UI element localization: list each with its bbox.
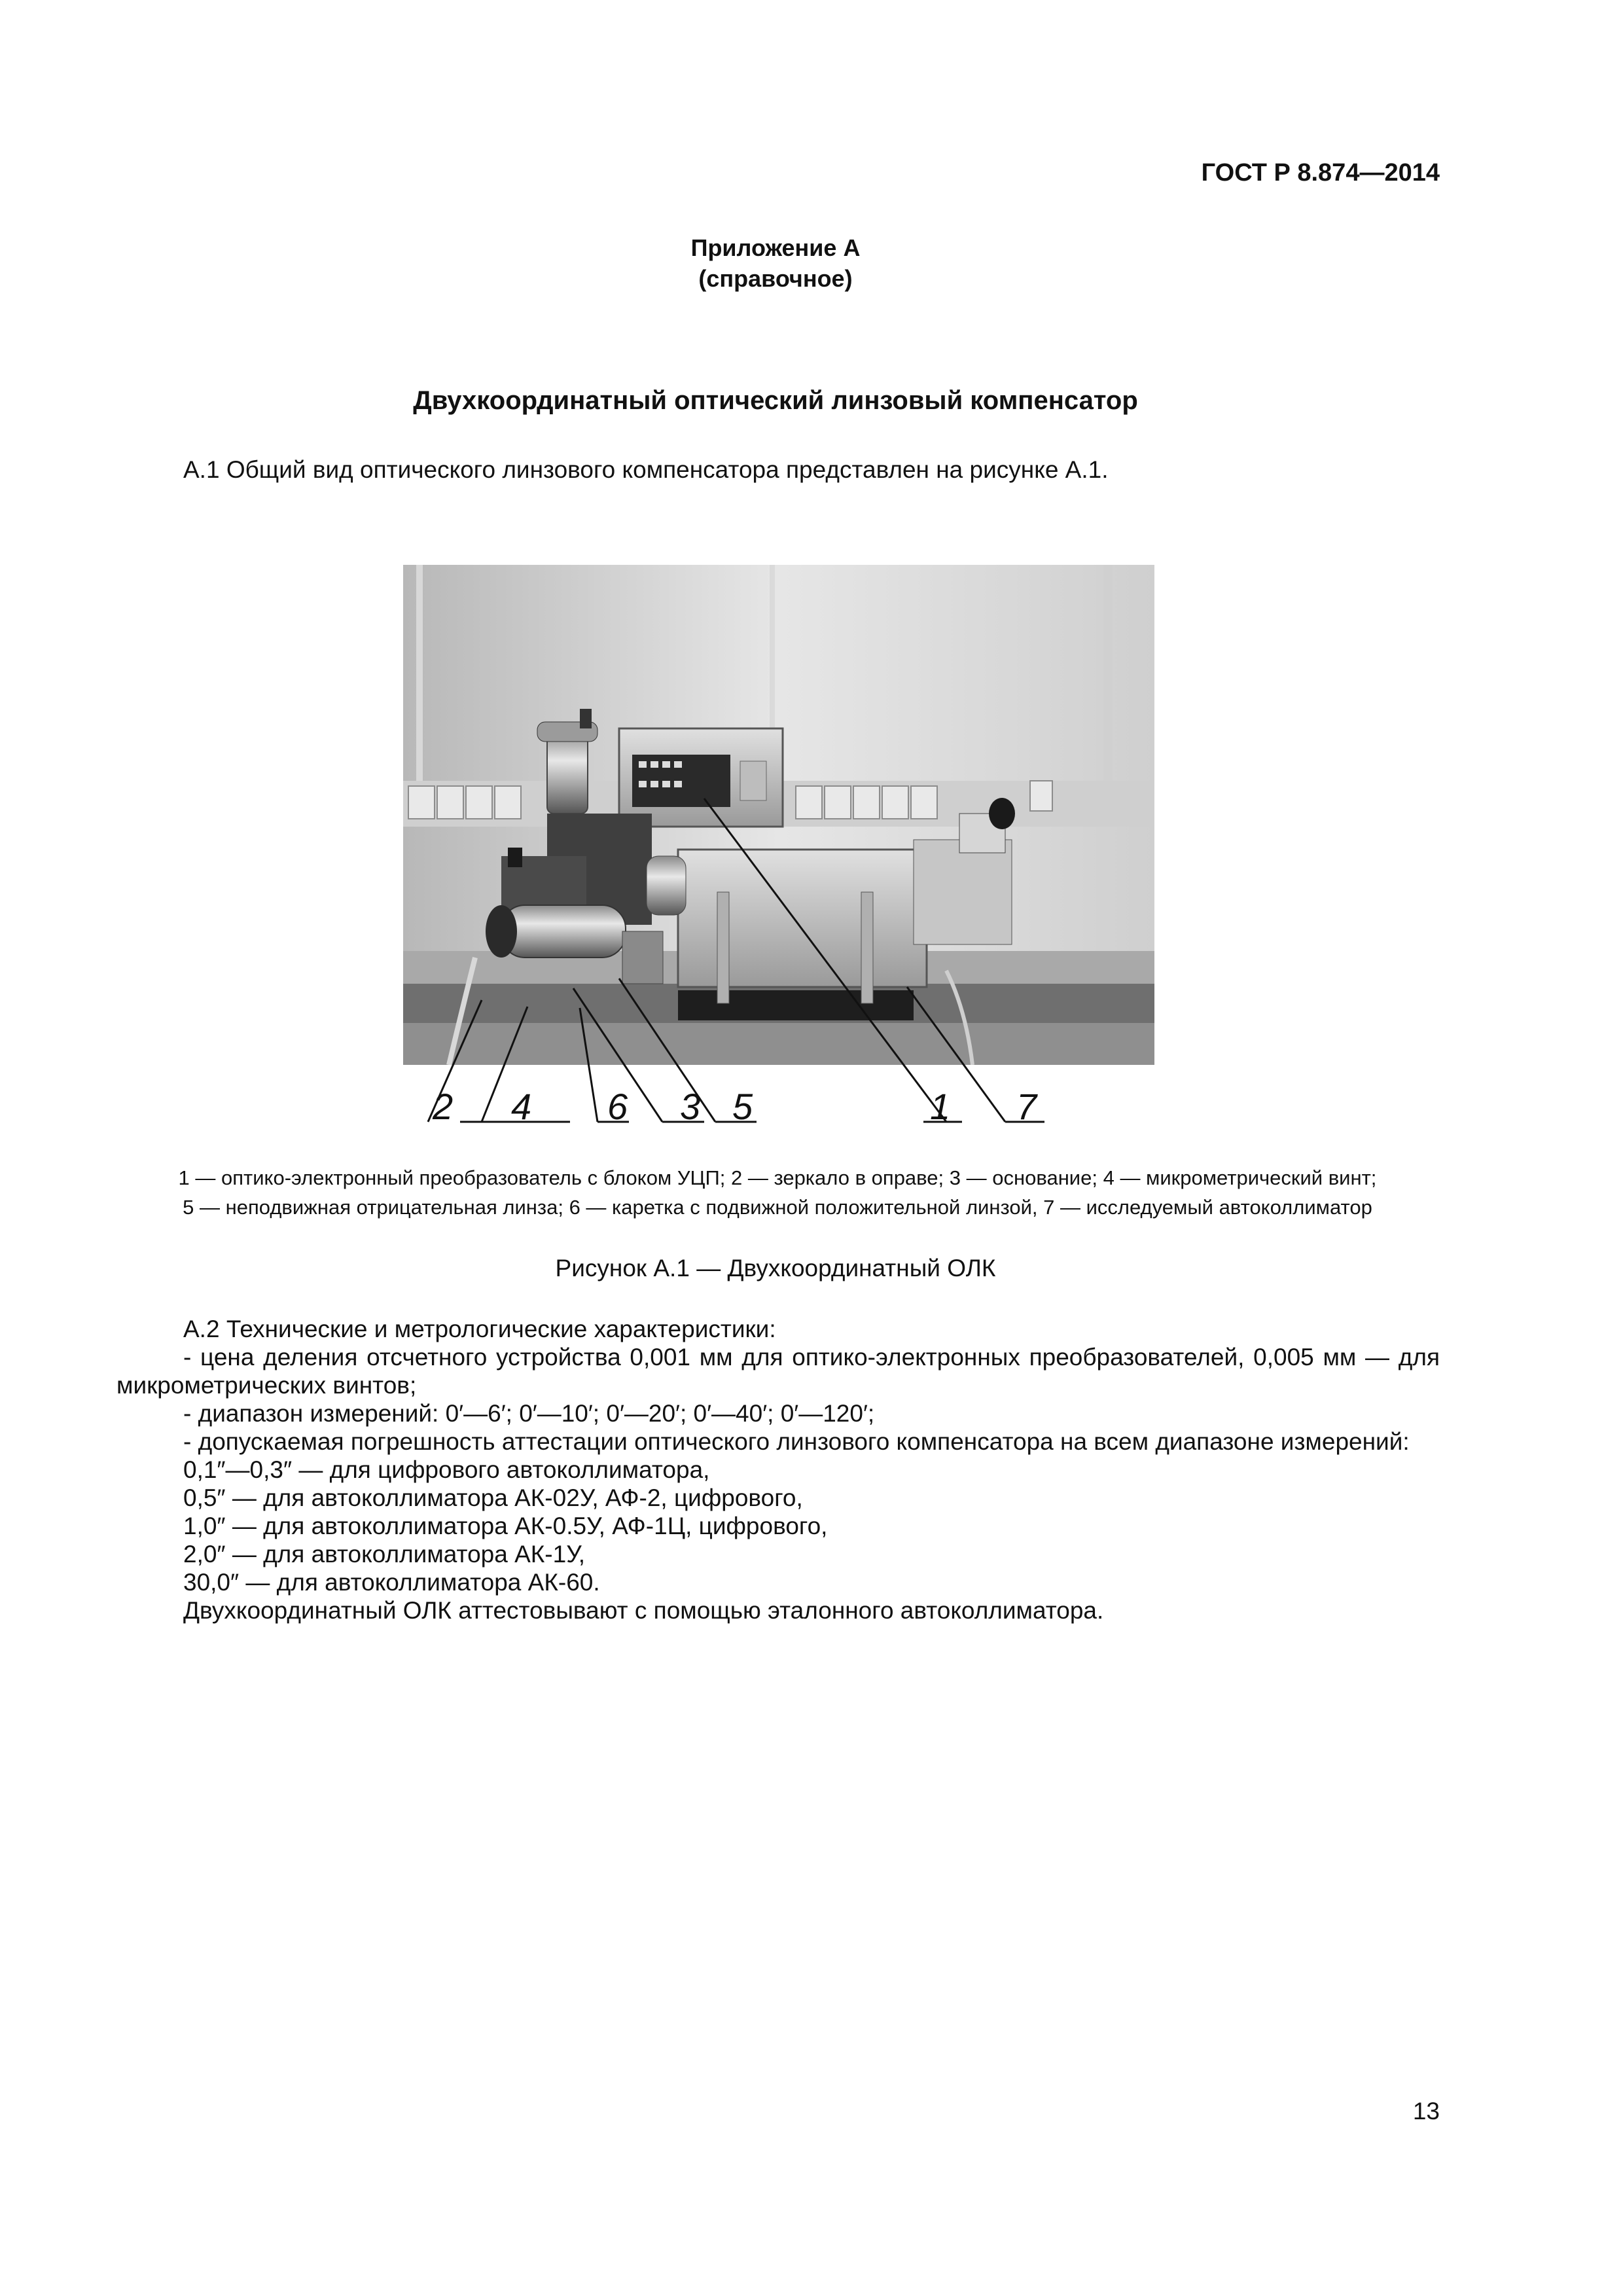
- figure-legend-line-1: 1 — оптико-электронный преобразователь с блоком УЦП; 2 — зеркало в оправе; 3 — основание; 4 — микрометрический винт;: [178, 1166, 1377, 1189]
- callout-6: 6: [607, 1086, 628, 1127]
- a2-item-error: - допускаемая погрешность аттестации оптического линзового компенсатора на всем диапазоне измерений:: [183, 1428, 1410, 1455]
- section-title: Двухкоординатный оптический линзовый компенсатор: [413, 386, 1138, 415]
- compensator-photo: [403, 565, 1154, 1065]
- callout-7: 7: [1016, 1086, 1037, 1127]
- figure-callouts: [403, 1047, 1154, 1132]
- annex-title: Приложение А: [690, 234, 861, 261]
- paragraph-a1: А.1 Общий вид оптического линзового компенсатора представлен на рисунке А.1.: [183, 456, 1109, 483]
- annex-subtitle: (справочное): [698, 265, 853, 292]
- section-a2: [116, 1315, 1440, 1624]
- callout-4: 4: [511, 1086, 532, 1127]
- callout-3: 3: [680, 1086, 701, 1127]
- a2-heading: А.2 Технические и метрологические характеристики:: [183, 1316, 776, 1342]
- figure-legend-line-2: 5 — неподвижная отрицательная линза; 6 — каретка с подвижной положительной линзой, 7 — исследуемый автоколлиматор: [183, 1196, 1372, 1219]
- a2-item-division: - цена деления отсчетного устройства 0,001 мм для оптико-электронных преобразователей, 0,005 мм — для микрометрических винтов;: [116, 1344, 1440, 1399]
- a2-value-1: 0,1″—0,3″ — для цифрового автоколлиматора,: [183, 1456, 710, 1483]
- callout-1: 1: [930, 1086, 951, 1127]
- a2-closing: Двухкоординатный ОЛК аттестовывают с помощью эталонного автоколлиматора.: [183, 1597, 1104, 1624]
- standard-designation: ГОСТ Р 8.874—2014: [1201, 159, 1440, 187]
- annex-heading: [0, 232, 1551, 294]
- callout-2: 2: [433, 1086, 454, 1127]
- callout-5: 5: [732, 1086, 753, 1127]
- a2-value-2: 0,5″ — для автоколлиматора АК-02У, АФ-2, цифрового,: [183, 1484, 803, 1511]
- page-number: 13: [1412, 2098, 1440, 2125]
- a2-value-3: 1,0″ — для автоколлиматора АК-0.5У, АФ-1Ц, цифрового,: [183, 1513, 828, 1539]
- figure-caption: Рисунок А.1 — Двухкоординатный ОЛК: [555, 1255, 996, 1282]
- a2-value-5: 30,0″ — для автоколлиматора АК-60.: [183, 1569, 600, 1596]
- a2-value-4: 2,0″ — для автоколлиматора АК-1У,: [183, 1541, 586, 1568]
- a2-item-range: - диапазон измерений: 0′—6′; 0′—10′; 0′—20′; 0′—40′; 0′—120′;: [183, 1400, 875, 1427]
